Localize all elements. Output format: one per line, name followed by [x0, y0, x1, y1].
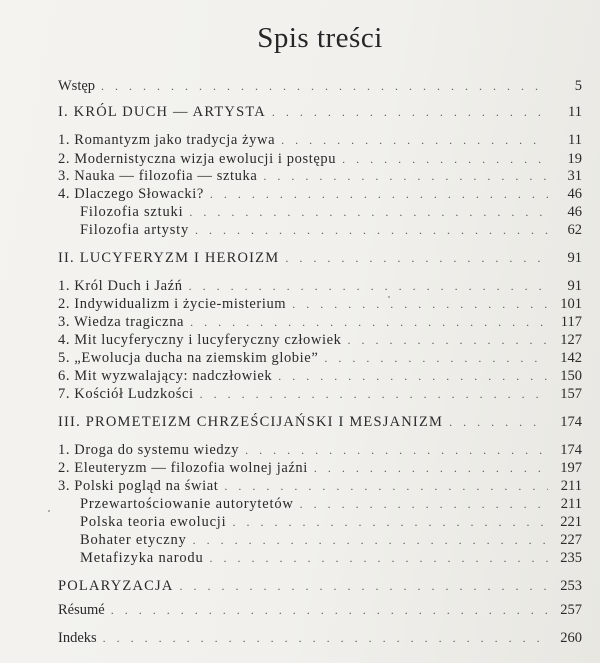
leader-dots [324, 351, 548, 366]
leader-dots [190, 315, 548, 330]
leader-dots [224, 479, 548, 494]
toc-part-4 [58, 578, 582, 598]
toc-entry-page: 19 [567, 151, 582, 167]
toc-entry-label: 4. Mit lucyferyczny i lucyferyczny człowiek [58, 332, 342, 348]
paper-speck [388, 296, 390, 298]
leader-dots [278, 369, 548, 384]
toc-part-3 [58, 414, 582, 434]
toc-entry-label: Filozofia sztuki [80, 204, 184, 220]
toc-entry [58, 296, 582, 316]
toc-entry-label: I. KRÓL DUCH — ARTYSTA [58, 104, 266, 120]
toc-entry-page: 221 [560, 514, 582, 530]
page-title: Spis treści [257, 22, 383, 54]
leader-dots [232, 515, 548, 530]
toc-entry-page: 46 [567, 204, 582, 220]
toc-entry [58, 350, 582, 370]
toc-entry-label: 4. Dlaczego Słowacki? [58, 186, 204, 202]
toc-entry-label: III. PROMETEIZM CHRZEŚCIJAŃSKI I MESJANIZM [58, 414, 444, 430]
toc-entry [58, 332, 582, 352]
toc-entry-label: 3. Wiedza tragiczna [58, 314, 185, 330]
toc-subentry [80, 532, 582, 552]
toc-entry-label: Filozofia artysty [80, 222, 190, 238]
toc-entry-page: 260 [560, 630, 582, 646]
toc-entry-page: 253 [560, 578, 582, 594]
toc-entry-page: 235 [560, 550, 582, 566]
toc-entry-page: 62 [567, 222, 582, 238]
leader-dots [292, 297, 548, 312]
toc-entry-page: 257 [560, 602, 582, 618]
leader-dots [193, 533, 548, 548]
leader-dots [285, 251, 548, 266]
leader-dots [263, 169, 548, 184]
leader-dots [281, 133, 548, 148]
toc-entry-page: 127 [560, 332, 582, 348]
leader-dots [101, 79, 548, 94]
toc-entry-page: 157 [560, 386, 582, 402]
toc-entry [58, 386, 582, 406]
toc-entry-label: 1. Król Duch i Jaźń [58, 278, 183, 294]
toc-entry-label: 2. Eleuteryzm — filozofia wolnej jaźni [58, 460, 308, 476]
toc-entry-page: 11 [568, 132, 582, 148]
toc-entry-page: 5 [574, 78, 582, 94]
toc-part-2 [58, 250, 582, 270]
toc-entry-label: II. LUCYFERYZM I HEROIZM [58, 250, 280, 266]
toc-entry [58, 168, 582, 188]
toc-entry-label: 6. Mit wyzwalający: nadczłowiek [58, 368, 273, 384]
toc-entry-page: 174 [560, 442, 582, 458]
toc-entry-page: 91 [567, 250, 582, 266]
toc-entry-page: 11 [568, 104, 582, 120]
toc-subentry [80, 496, 582, 516]
toc-entry-page: 227 [560, 532, 582, 548]
toc-subentry [80, 222, 582, 242]
toc-subentry [80, 204, 582, 224]
leader-dots [210, 551, 548, 566]
leader-dots [111, 603, 548, 618]
toc-entry-page: 101 [560, 296, 582, 312]
toc-entry-label: Résumé [58, 602, 105, 618]
toc-entry-page: 150 [560, 368, 582, 384]
toc-entry-label: 3. Polski pogląd na świat [58, 478, 219, 494]
toc-entry-resume [58, 602, 582, 622]
toc-entry-label: 1. Romantyzm jako tradycja żywa [58, 132, 276, 148]
toc-entry-page: 46 [567, 186, 582, 202]
leader-dots [449, 415, 548, 430]
leader-dots [210, 187, 548, 202]
toc-entry-label: Metafizyka narodu [80, 550, 204, 566]
leader-dots [189, 279, 548, 294]
toc-entry [58, 186, 582, 206]
toc-entry-label: Wstęp [58, 78, 96, 94]
leader-dots [347, 333, 548, 348]
toc-entry-page: 211 [560, 496, 582, 512]
toc-entry-label: Indeks [58, 630, 97, 646]
toc-entry-page: 31 [567, 168, 582, 184]
toc-entry-label: Przewartościowanie autorytetów [80, 496, 294, 512]
toc-entry-page: 211 [560, 478, 582, 494]
toc-part-1 [58, 104, 582, 124]
toc-entry-page: 197 [560, 460, 582, 476]
toc-entry [58, 132, 582, 152]
leader-dots [180, 579, 548, 594]
toc-entry-indeks [58, 630, 582, 650]
leader-dots [245, 443, 548, 458]
toc-entry-label: 1. Droga do systemu wiedzy [58, 442, 240, 458]
toc-entry-label: 2. Indywidualizm i życie-misterium [58, 296, 287, 312]
toc-entry [58, 278, 582, 298]
toc-entry-label: Polska teoria ewolucji [80, 514, 227, 530]
leader-dots [342, 152, 548, 167]
toc-entry-label: 2. Modernistyczna wizja ewolucji i postępu [58, 151, 337, 167]
leader-dots [200, 387, 548, 402]
leader-dots [189, 205, 548, 220]
toc-entry [58, 368, 582, 388]
toc-entry-wstep [58, 78, 582, 98]
toc-entry-page: 174 [560, 414, 582, 430]
toc-entry [58, 460, 582, 480]
leader-dots [314, 461, 548, 476]
toc-entry-page: 117 [560, 314, 582, 330]
toc-entry-page: 91 [567, 278, 582, 294]
toc-entry [58, 478, 582, 498]
toc-entry-label: POLARYZACJA [58, 578, 174, 594]
paper-speck [48, 510, 50, 512]
toc-entry [58, 314, 582, 334]
toc-entry-label: 3. Nauka — filozofia — sztuka [58, 168, 258, 184]
leader-dots [272, 105, 548, 120]
toc-entry-page: 142 [560, 350, 582, 366]
toc-entry-label: Bohater etyczny [80, 532, 187, 548]
toc-subentry [80, 514, 582, 534]
toc-entry-label: 7. Kościół Ludzkości [58, 386, 194, 402]
leader-dots [103, 631, 548, 646]
toc-entry-label: 5. „Ewolucja ducha na ziemskim globie” [58, 350, 319, 366]
toc-subentry [80, 550, 582, 570]
leader-dots [195, 223, 548, 238]
toc-entry [58, 442, 582, 462]
leader-dots [300, 497, 548, 512]
